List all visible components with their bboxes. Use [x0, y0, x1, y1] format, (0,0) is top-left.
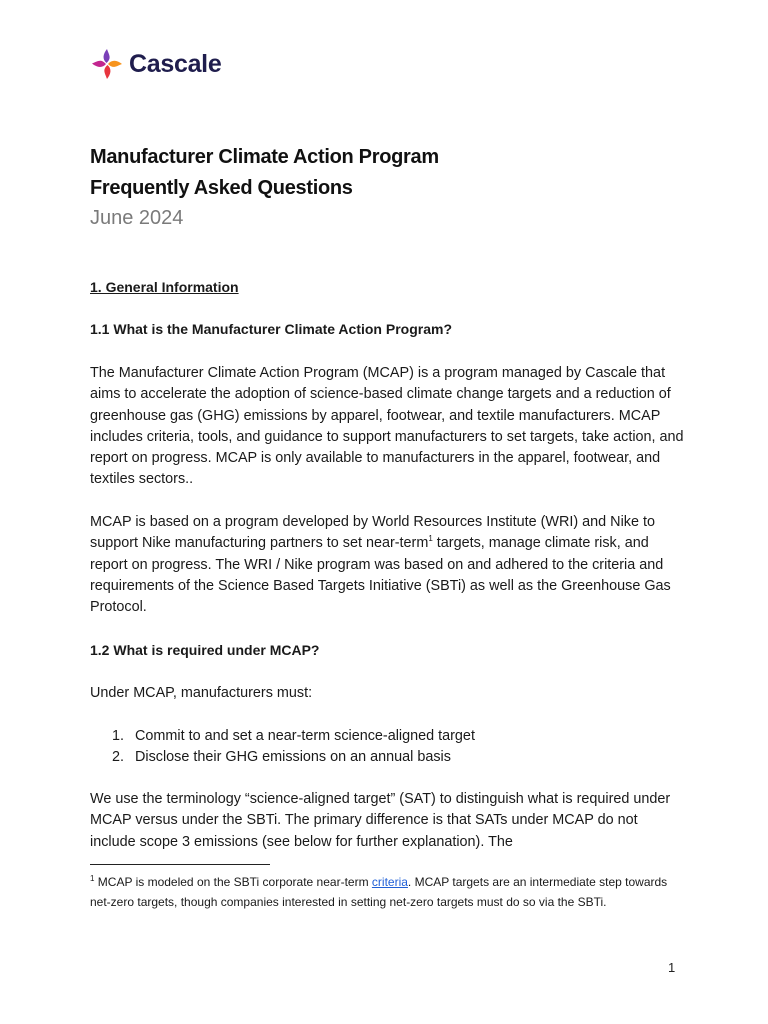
footnote-marker: 1 — [90, 874, 95, 883]
brand-name: Cascale — [129, 49, 222, 78]
title-line-1: Manufacturer Climate Action Program — [90, 146, 439, 168]
paragraph-mcap-origin-part-2: targets, manage climate risk, and report on progress. The WRI / Nike program was based on and adhered to the criteria and requirements of the Science Based Targets Initiative (SBTi) as well as the Greenhouse Gas Protocol. — [90, 535, 671, 616]
document-title — [90, 142, 439, 204]
question-heading-1-1: 1.1 What is the Manufacturer Climate Action Program? — [90, 321, 452, 337]
footnote-text-part-1: MCAP is modeled on the SBTi corporate near-term — [94, 875, 372, 889]
cascale-logo — [91, 48, 221, 80]
question-heading-1-2: 1.2 What is required under MCAP? — [90, 642, 320, 658]
page-number: 1 — [668, 960, 676, 975]
document-date: June 2024 — [90, 207, 184, 229]
paragraph-sat-terminology: We use the terminology “science-aligned target” (SAT) to distinguish what is required under MCAP versus under the SBTi. The primary difference is that SATs under MCAP do not include scope 3 emissions (see below for further explanation). The — [90, 791, 671, 850]
section-heading-general-information: 1. General Information — [90, 279, 239, 295]
requirements-list — [112, 726, 475, 768]
paragraph-mcap-origin-part-1: MCAP is based on a program developed by World Resources Institute (WRI) and Nike to support Nike manufacturing partners to set near-term — [90, 514, 655, 552]
list-item-number: 1. — [112, 728, 125, 744]
criteria-link[interactable]: criteria — [371, 875, 408, 889]
paragraph-requirements-intro: Under MCAP, manufacturers must: — [90, 685, 313, 701]
list-item — [112, 747, 475, 768]
footnote — [90, 872, 686, 912]
paragraph-mcap-origin — [90, 512, 686, 618]
list-item-number: 2. — [112, 749, 125, 765]
list-item-text: Disclose their GHG emissions on an annual basis — [135, 749, 451, 765]
footnote-divider — [90, 864, 270, 865]
footnote-reference[interactable]: 1 — [428, 534, 433, 544]
footnote-text-part-2: . MCAP targets are an intermediate step towards net-zero targets, though companies interested in setting net-zero targets must do so via the SBTi. — [90, 875, 668, 909]
list-item-text: Commit to and set a near-term science-aligned target — [135, 728, 475, 744]
title-line-2: Frequently Asked Questions — [90, 177, 353, 199]
list-item — [112, 726, 475, 747]
paragraph-mcap-overview: The Manufacturer Climate Action Program (MCAP) is a program managed by Cascale that aims to accelerate the adoption of science-based climate change targets and a reduction of greenhouse gas (GHG) emissions by apparel, footwear, and textile manufacturers. MCAP includes criteria, tools, and guidance to support manufacturers to set targets, take action, and report on progress. MCAP is only available to manufacturers in the apparel, footwear, and textiles sectors.. — [90, 365, 684, 488]
cascale-logo-icon — [91, 48, 123, 80]
